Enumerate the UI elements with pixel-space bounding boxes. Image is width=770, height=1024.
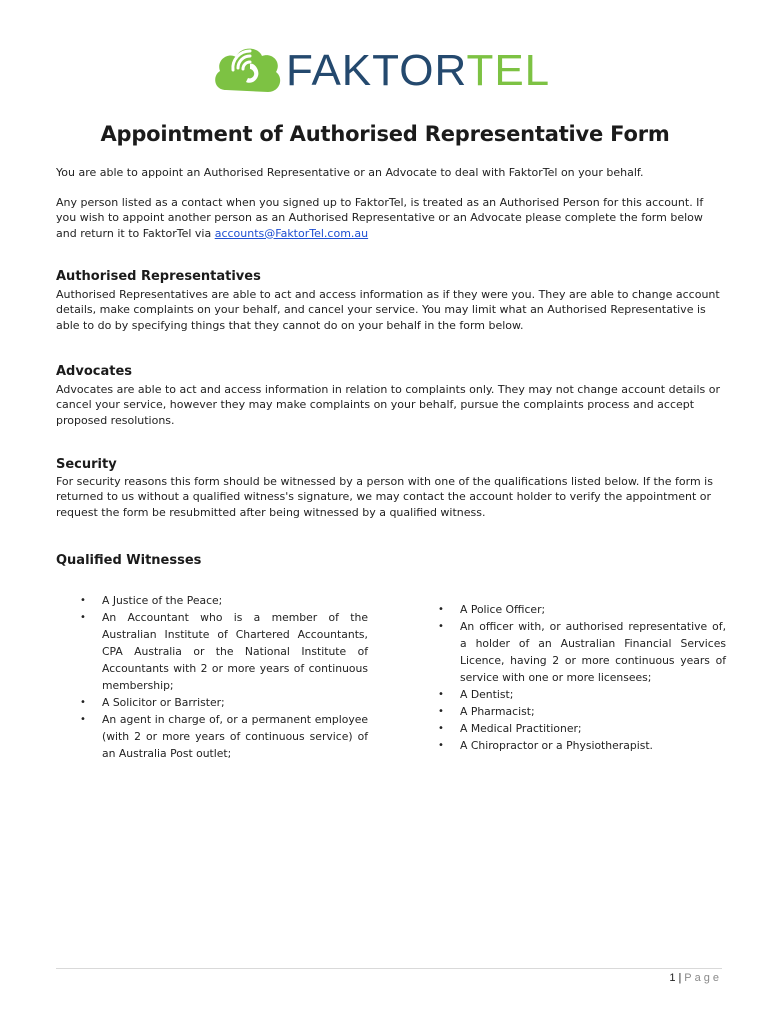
contact-paragraph-text: Any person listed as a contact when you signed up to FaktorTel, is treated as an Authorised Person for this account. If you wish to appoint another person as an Authorised Representative or an Advocate please complete the form below and return it to FaktorTel via (56, 196, 704, 240)
contact-email-link[interactable]: accounts@FaktorTel.com.au (214, 226, 369, 240)
witness-list-item-text: A Police Officer; (460, 603, 546, 616)
witness-list-item (414, 686, 726, 703)
intro-paragraph: You are able to appoint an Authorised Representative or an Advocate to deal with FaktorTel on your behalf. (56, 166, 644, 179)
advocates-heading: Advocates (56, 364, 133, 379)
witness-list-item (414, 601, 726, 618)
page-title: Appointment of Authorised Representative Form (100, 122, 670, 146)
witness-list-item (56, 694, 368, 711)
authorised-body: Authorised Representatives are able to act and access information as if they were you. They are able to change account details, make complaints on your behalf, and cancel your service. You may limit what an Authorised Representative is able to do by specifying things that they cannot do on your behalf in the form below. (56, 288, 720, 332)
witness-list-item-text: A Pharmacist; (460, 705, 535, 718)
witness-list-item-text: A Chiropractor or a Physiotherapist. (460, 739, 653, 752)
footer-divider (56, 968, 722, 969)
witnesses-heading: Qualified Witnesses (56, 553, 202, 568)
logo-wordmark-green: TEL (466, 46, 551, 95)
bullet-icon: • (438, 723, 444, 734)
bullet-icon: • (438, 706, 444, 717)
witness-list-item-text: An agent in charge of, or a permanent employee (with 2 or more years of continuous service) of an Australia Post outlet; (102, 713, 368, 760)
bullet-icon: • (438, 740, 444, 751)
witness-list-item (414, 737, 726, 754)
bullet-icon: • (438, 689, 444, 700)
footer-separator: | (678, 972, 682, 984)
witness-list-item-text: A Solicitor or Barrister; (102, 696, 225, 709)
witness-list-item (56, 592, 368, 609)
advocates-body: Advocates are able to act and access information in relation to complaints only. They may not change account details or cancel your service, however they may make complaints on your behalf, pursue the complaints process and accept proposed resolutions. (56, 383, 720, 427)
witness-list-item-text: An Accountant who is a member of the Australian Institute of Chartered Accountants, CPA Australia or the National Institute of Accountants with 2 or more years of continuous membership; (102, 611, 368, 692)
witness-list-right (414, 601, 726, 754)
witness-list-left (56, 592, 368, 762)
bullet-icon: • (438, 604, 444, 615)
page-footer (669, 972, 722, 984)
faktortel-logo (210, 40, 570, 102)
bullet-icon: • (80, 697, 86, 708)
page-label: Page (684, 972, 722, 984)
contact-paragraph (56, 195, 722, 241)
phone-wifi-icon (210, 40, 288, 102)
page-number: 1 (669, 972, 676, 984)
witness-list-item (414, 720, 726, 737)
security-body: For security reasons this form should be witnessed by a person with one of the qualifications listed below. If the form is returned to us without a qualified witness's signature, we may contact the account holder to verify the appointment or request the form be resubmitted after being witnessed by a qualified witness. (56, 475, 713, 519)
witness-list-item-text: An officer with, or authorised representative of, a holder of an Australian Financial Services Licence, having 2 or more continuous years of service with one or more licensees; (460, 620, 726, 684)
bullet-icon: • (438, 621, 444, 632)
security-heading: Security (56, 457, 117, 472)
bullet-icon: • (80, 612, 86, 623)
witness-list-item-text: A Medical Practitioner; (460, 722, 582, 735)
logo-wordmark (286, 46, 550, 96)
witness-list-item-text: A Justice of the Peace; (102, 594, 223, 607)
witness-list-item (414, 703, 726, 720)
witness-list-item (414, 618, 726, 686)
witness-list-item-text: A Dentist; (460, 688, 514, 701)
authorised-heading: Authorised Representatives (56, 269, 261, 284)
witness-list-item (56, 609, 368, 694)
bullet-icon: • (80, 714, 86, 725)
logo-wordmark-navy: FAKTOR (286, 46, 467, 95)
bullet-icon: • (80, 595, 86, 606)
witness-list-item (56, 711, 368, 762)
